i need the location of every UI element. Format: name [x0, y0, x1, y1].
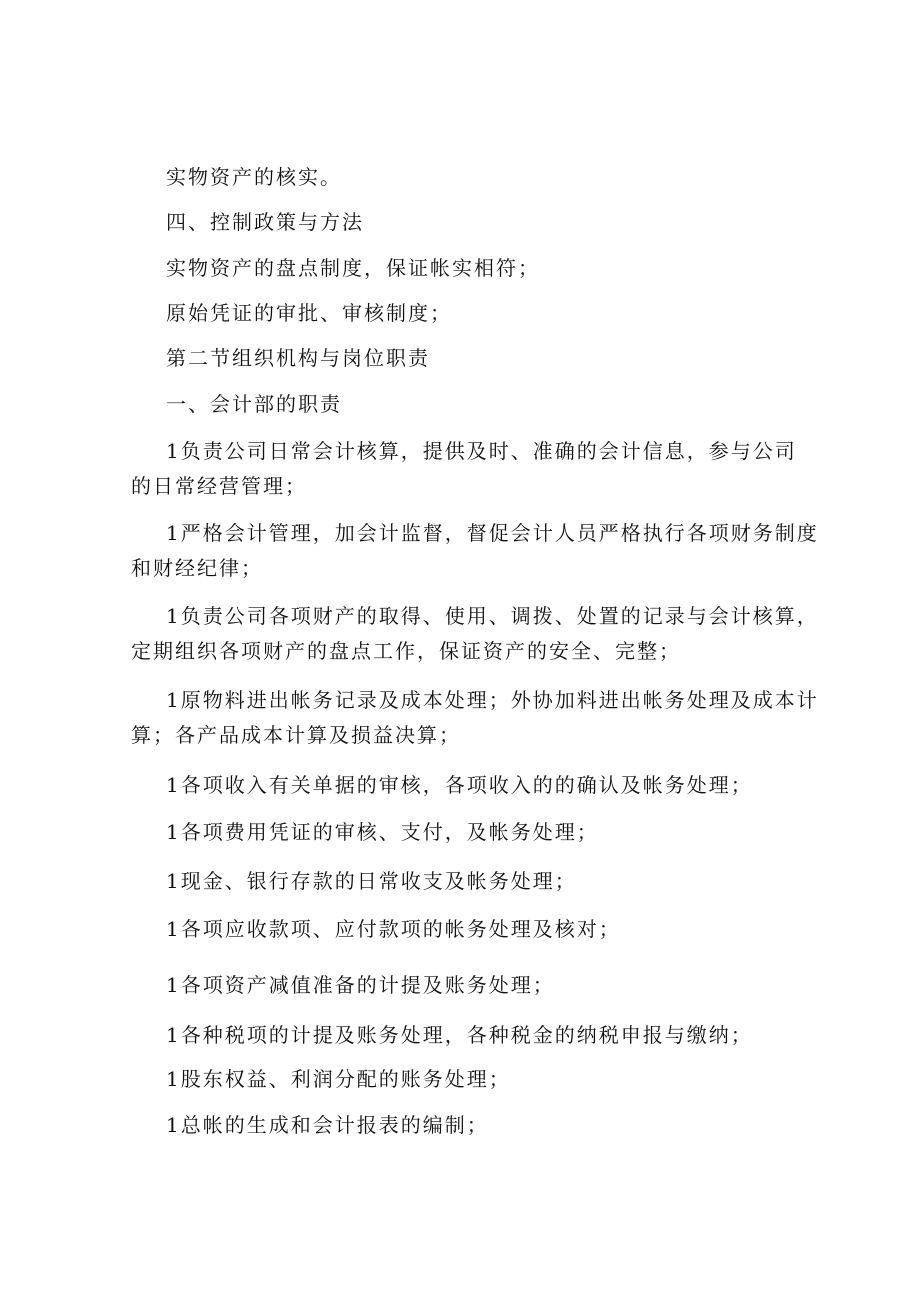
section-heading: 一、会计部的职责 [166, 392, 342, 416]
list-item-continuation: 定期组织各项财产的盘点工作，保证资产的安全、完整； [131, 639, 681, 663]
list-item: 1严格会计管理，加会计监督，督促会计人员严格执行各项财务制度 [166, 521, 819, 545]
list-item: 1各种税项的计提及账务处理，各种税金的纳税申报与缴纳； [166, 1023, 753, 1047]
list-item: 1总帐的生成和会计报表的编制； [166, 1113, 489, 1137]
chapter-heading: 第二节组织机构与岗位职责 [166, 346, 430, 370]
list-item: 1各项收入有关单据的审核，各项收入的的确认及帐务处理； [166, 773, 753, 797]
list-item: 1各项应收款项、应付款项的帐务处理及核对； [166, 917, 621, 941]
paragraph-line: 原始凭证的审批、审核制度； [166, 301, 452, 325]
list-item: 1各项资产减值准备的计提及账务处理； [166, 973, 555, 997]
list-item-continuation: 算；各产品成本计算及损益决算； [131, 723, 461, 747]
list-item-continuation: 和财经纪律； [131, 556, 263, 580]
list-item: 1原物料进出帐务记录及成本处理；外协加料进出帐务处理及成本计 [166, 688, 819, 712]
list-item: 1现金、银行存款的日常收支及帐务处理； [166, 869, 577, 893]
list-item: 1负责公司日常会计核算，提供及时、准确的会计信息，参与公司 [166, 439, 797, 463]
list-item-continuation: 的日常经营管理； [131, 474, 307, 498]
list-item: 1各项费用凭证的审核、支付，及帐务处理； [166, 820, 599, 844]
list-item: 1股东权益、利润分配的账务处理； [166, 1067, 511, 1091]
section-heading: 四、控制政策与方法 [166, 210, 364, 234]
list-item: 1负责公司各项财产的取得、使用、调拨、处置的记录与会计核算， [166, 604, 819, 628]
paragraph-line: 实物资产的盘点制度，保证帐实相符； [166, 256, 540, 280]
paragraph-line: 实物资产的核实。 [166, 165, 342, 189]
